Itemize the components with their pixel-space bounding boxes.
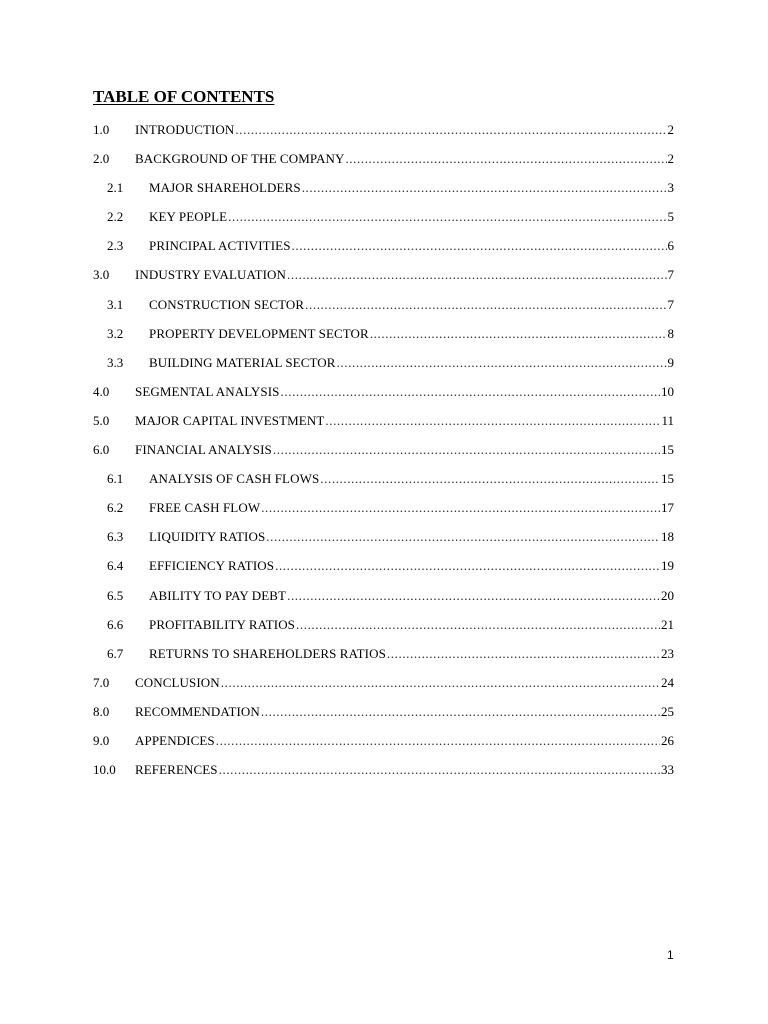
toc-dot-leader	[292, 231, 667, 260]
toc-entry-line	[149, 464, 674, 493]
toc-dot-leader	[302, 173, 667, 202]
toc-entry-page: 7	[667, 267, 674, 283]
toc-dot-leader	[281, 377, 660, 406]
toc-entry-page: 8	[667, 325, 674, 341]
toc-dot-leader	[320, 464, 660, 493]
toc-dot-leader	[261, 493, 660, 522]
toc-dot-leader	[325, 406, 660, 435]
toc-entry-page: 33	[661, 762, 674, 778]
toc-entry-6-7[interactable]	[0, 639, 768, 668]
toc-dot-leader	[305, 290, 666, 319]
toc-entry-line	[149, 319, 674, 348]
toc-entry-number: 8.0	[93, 703, 110, 719]
toc-dot-leader	[216, 726, 660, 755]
toc-entry-label: REFERENCES	[135, 762, 218, 778]
toc-title: TABLE OF CONTENTS	[93, 87, 275, 106]
toc-entry-page: 11	[661, 412, 674, 428]
toc-entry-label: EFFICIENCY RATIOS	[149, 558, 275, 574]
toc-entry-6-0[interactable]	[0, 435, 768, 464]
toc-entry-page: 19	[661, 558, 674, 574]
toc-entry-number: 2.3	[107, 238, 124, 254]
toc-dot-leader	[296, 610, 660, 639]
toc-entry-3-2[interactable]	[0, 319, 768, 348]
toc-entry-9-0[interactable]	[0, 726, 768, 755]
toc-entry-label: APPENDICES	[135, 732, 215, 748]
toc-entry-label: PROFITABILITY RATIOS	[149, 616, 296, 632]
toc-entry-number: 6.2	[107, 500, 124, 516]
toc-entry-line	[135, 144, 674, 173]
toc-entry-line	[135, 755, 674, 784]
toc-entry-number: 6.7	[107, 645, 124, 661]
toc-entry-page: 21	[661, 616, 674, 632]
toc-entry-number: 6.0	[93, 442, 110, 458]
toc-entry-number: 3.1	[107, 296, 124, 312]
toc-entry-number: 9.0	[93, 732, 110, 748]
toc-entry-line	[135, 435, 674, 464]
toc-entry-label: KEY PEOPLE	[149, 209, 228, 225]
toc-entry-line	[135, 406, 674, 435]
toc-entry-10-0[interactable]	[0, 755, 768, 784]
toc-entry-line	[149, 202, 674, 231]
toc-entry-line	[135, 726, 674, 755]
toc-entry-2-0[interactable]	[0, 144, 768, 173]
toc-entry-page: 2	[667, 151, 674, 167]
toc-entry-label: CONSTRUCTION SECTOR	[149, 296, 305, 312]
toc-entry-number: 5.0	[93, 412, 110, 428]
toc-entry-line	[149, 173, 674, 202]
toc-entry-2-3[interactable]	[0, 231, 768, 260]
toc-entry-line	[135, 115, 674, 144]
toc-entry-line	[149, 581, 674, 610]
toc-entry-page: 24	[661, 674, 674, 690]
toc-entry-line	[149, 348, 674, 377]
toc-dot-leader	[337, 348, 667, 377]
toc-entry-number: 2.2	[107, 209, 124, 225]
toc-entry-page: 23	[661, 645, 674, 661]
toc-entry-line	[135, 377, 674, 406]
toc-entry-2-2[interactable]	[0, 202, 768, 231]
toc-entry-label: RECOMMENDATION	[135, 703, 260, 719]
toc-entry-8-0[interactable]	[0, 697, 768, 726]
toc-entry-page: 15	[661, 442, 674, 458]
toc-entry-page: 17	[661, 500, 674, 516]
toc-entry-number: 10.0	[93, 762, 116, 778]
toc-entry-1-0[interactable]	[0, 115, 768, 144]
toc-entry-line	[149, 493, 674, 522]
toc-entry-number: 6.1	[107, 471, 124, 487]
toc-entry-number: 3.2	[107, 325, 124, 341]
toc-entry-line	[149, 639, 674, 668]
toc-entry-line	[135, 668, 674, 697]
toc-entry-line	[149, 610, 674, 639]
toc-dot-leader	[261, 697, 660, 726]
toc-entry-label: MAJOR CAPITAL INVESTMENT	[135, 412, 325, 428]
toc-entry-label: MAJOR SHAREHOLDERS	[149, 180, 301, 196]
toc-entry-6-4[interactable]	[0, 551, 768, 580]
toc-dot-leader	[235, 115, 666, 144]
toc-entry-page: 2	[667, 122, 674, 137]
toc-entry-line	[149, 290, 674, 319]
toc-entry-page: 6	[667, 238, 674, 254]
toc-entry-number: 3.3	[107, 354, 124, 370]
toc-entry-label: PROPERTY DEVELOPMENT SECTOR	[149, 325, 369, 341]
toc-entry-label: FREE CASH FLOW	[149, 500, 261, 516]
toc-entry-number: 6.3	[107, 529, 124, 545]
toc-entry-label: ABILITY TO PAY DEBT	[149, 587, 287, 603]
toc-entry-line	[135, 697, 674, 726]
toc-entry-page: 5	[667, 209, 674, 225]
toc-entry-label: BUILDING MATERIAL SECTOR	[149, 354, 336, 370]
toc-dot-leader	[370, 319, 667, 348]
toc-entry-label: CONCLUSION	[135, 674, 220, 690]
toc-dot-leader	[345, 144, 666, 173]
toc-entry-6-1[interactable]	[0, 464, 768, 493]
toc-list	[0, 115, 768, 784]
toc-entry-4-0[interactable]	[0, 377, 768, 406]
toc-entry-label: LIQUIDITY RATIOS	[149, 529, 266, 545]
toc-dot-leader	[228, 202, 666, 231]
toc-entry-number: 7.0	[93, 674, 110, 690]
toc-entry-line	[135, 260, 674, 289]
toc-entry-number: 3.0	[93, 267, 110, 283]
toc-dot-leader	[266, 522, 660, 551]
toc-entry-number: 2.1	[107, 180, 124, 196]
toc-entry-2-1[interactable]	[0, 173, 768, 202]
toc-entry-label: BACKGROUND OF THE COMPANY	[135, 151, 345, 167]
toc-entry-page: 7	[667, 296, 674, 312]
toc-entry-number: 6.6	[107, 616, 124, 632]
toc-entry-number: 6.5	[107, 587, 124, 603]
toc-entry-3-1[interactable]	[0, 290, 768, 319]
toc-entry-label: RETURNS TO SHAREHOLDERS RATIOS	[149, 645, 386, 661]
toc-entry-label: INTRODUCTION	[135, 122, 235, 137]
toc-entry-page: 20	[661, 587, 674, 603]
toc-dot-leader	[387, 639, 660, 668]
toc-entry-number: 2.0	[93, 151, 110, 167]
toc-entry-page: 25	[661, 703, 674, 719]
toc-entry-line	[149, 551, 674, 580]
toc-entry-line	[149, 231, 674, 260]
toc-entry-page: 10	[661, 383, 674, 399]
toc-dot-leader	[287, 260, 666, 289]
toc-entry-6-3[interactable]	[0, 522, 768, 551]
toc-entry-7-0[interactable]	[0, 668, 768, 697]
toc-dot-leader	[287, 581, 660, 610]
toc-dot-leader	[273, 435, 660, 464]
toc-entry-page: 15	[661, 471, 674, 487]
toc-entry-label: PRINCIPAL ACTIVITIES	[149, 238, 291, 254]
toc-entry-3-0[interactable]	[0, 260, 768, 289]
toc-entry-label: SEGMENTAL ANALYSIS	[135, 383, 280, 399]
page-number: 1	[667, 948, 674, 962]
toc-entry-label: ANALYSIS OF CASH FLOWS	[149, 471, 320, 487]
toc-entry-3-3[interactable]	[0, 348, 768, 377]
toc-dot-leader	[275, 551, 660, 580]
toc-entry-number: 4.0	[93, 383, 110, 399]
toc-entry-label: INDUSTRY EVALUATION	[135, 267, 287, 283]
toc-entry-line	[149, 522, 674, 551]
toc-entry-number: 6.4	[107, 558, 124, 574]
toc-entry-number: 1.0	[93, 122, 110, 137]
toc-entry-6-2[interactable]	[0, 493, 768, 522]
toc-dot-leader	[221, 668, 660, 697]
toc-entry-5-0[interactable]	[0, 406, 768, 435]
toc-entry-page: 9	[667, 354, 674, 370]
toc-entry-page: 3	[667, 180, 674, 196]
toc-entry-page: 26	[661, 732, 674, 748]
toc-entry-6-6[interactable]	[0, 610, 768, 639]
toc-dot-leader	[219, 755, 660, 784]
toc-entry-label: FINANCIAL ANALYSIS	[135, 442, 272, 458]
toc-entry-6-5[interactable]	[0, 581, 768, 610]
toc-entry-page: 18	[661, 529, 674, 545]
